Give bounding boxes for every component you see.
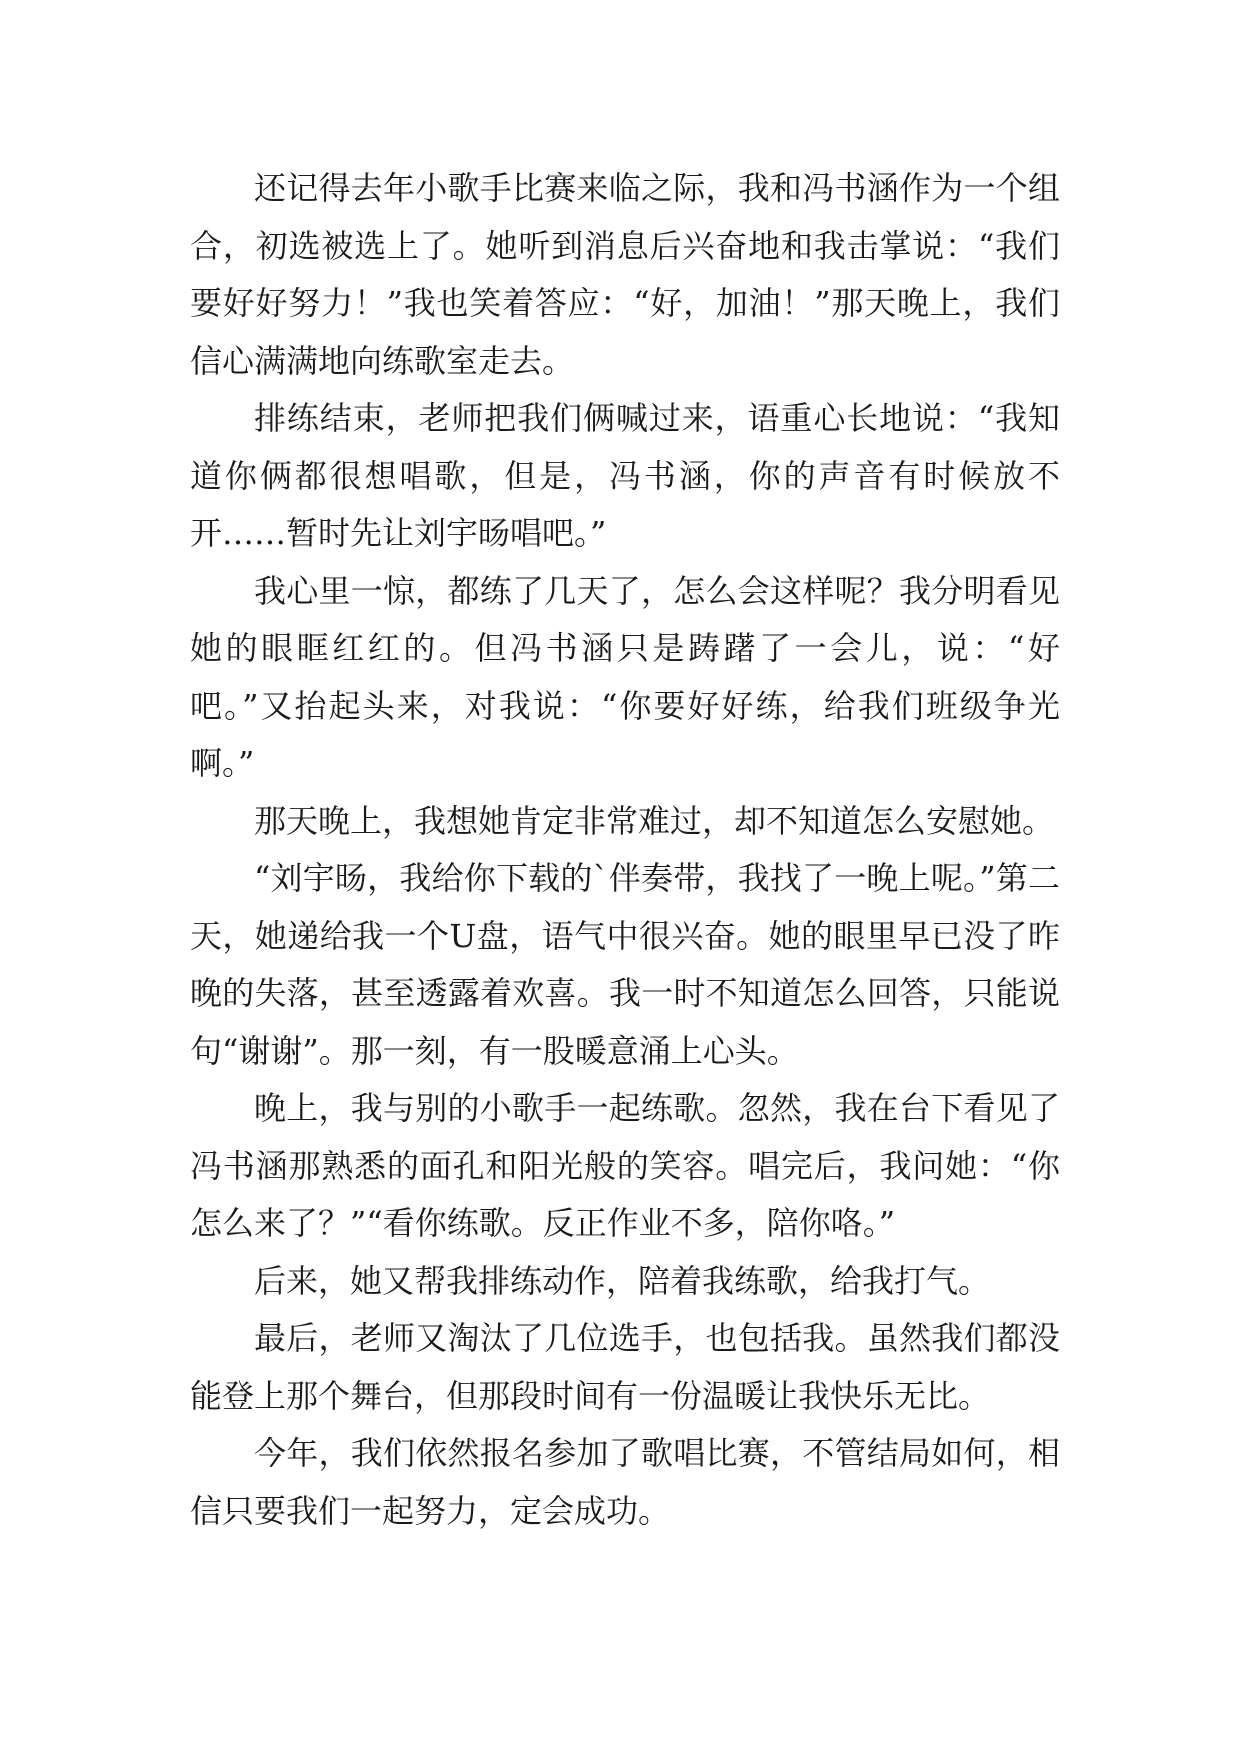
paragraph-5: “刘宇旸，我给你下载的`伴奏带，我找了一晚上呢。”第二天，她递给我一个U盘，语气中很兴奋。她的眼里早已没了昨晚的失落，甚至透露着欢喜。我一时不知道怎么回答，只能说句“谢谢”。那一刻，有一股暖意涌上心头。 xyxy=(190,859,1060,1070)
paragraph-8: 最后，老师又淘汰了几位选手，也包括我。虽然我们都没能登上那个舞台，但那段时间有一份温暖让我快乐无比。 xyxy=(190,1319,1060,1415)
paragraph-4: 那天晚上，我想她肯定非常难过，却不知道怎么安慰她。 xyxy=(254,801,1055,840)
document-body xyxy=(190,160,1060,1540)
paragraph-2: 排练结束，老师把我们俩喊过来，语重心长地说：“我知道你俩都很想唱歌，但是，冯书涵，你的声音有时候放不开……暂时先让刘宇旸唱吧。” xyxy=(190,399,1060,552)
paragraph-6: 晚上，我与别的小歌手一起练歌。忽然，我在台下看见了冯书涵那熟悉的面孔和阳光般的笑容。唱完后，我问她：“你怎么来了？”“看你练歌。反正作业不多，陪你咯。” xyxy=(190,1089,1060,1242)
paragraph-1: 还记得去年小歌手比赛来临之际，我和冯书涵作为一个组合，初选被选上了。她听到消息后兴奋地和我击掌说：“我们要好好努力！”我也笑着答应：“好，加油！”那天晚上，我们信心满满地向练歌室走去。 xyxy=(190,169,1060,380)
paragraph-9: 今年，我们依然报名参加了歌唱比赛，不管结局如何，相信只要我们一起努力，定会成功。 xyxy=(190,1434,1060,1530)
paragraph-7: 后来，她又帮我排练动作，陪着我练歌，给我打气。 xyxy=(254,1261,991,1300)
paragraph-3: 我心里一惊，都练了几天了，怎么会这样呢？我分明看见她的眼眶红红的。但冯书涵只是踌躇了一会儿，说：“好吧。”又抬起头来，对我说：“你要好好练，给我们班级争光啊。” xyxy=(190,571,1060,782)
